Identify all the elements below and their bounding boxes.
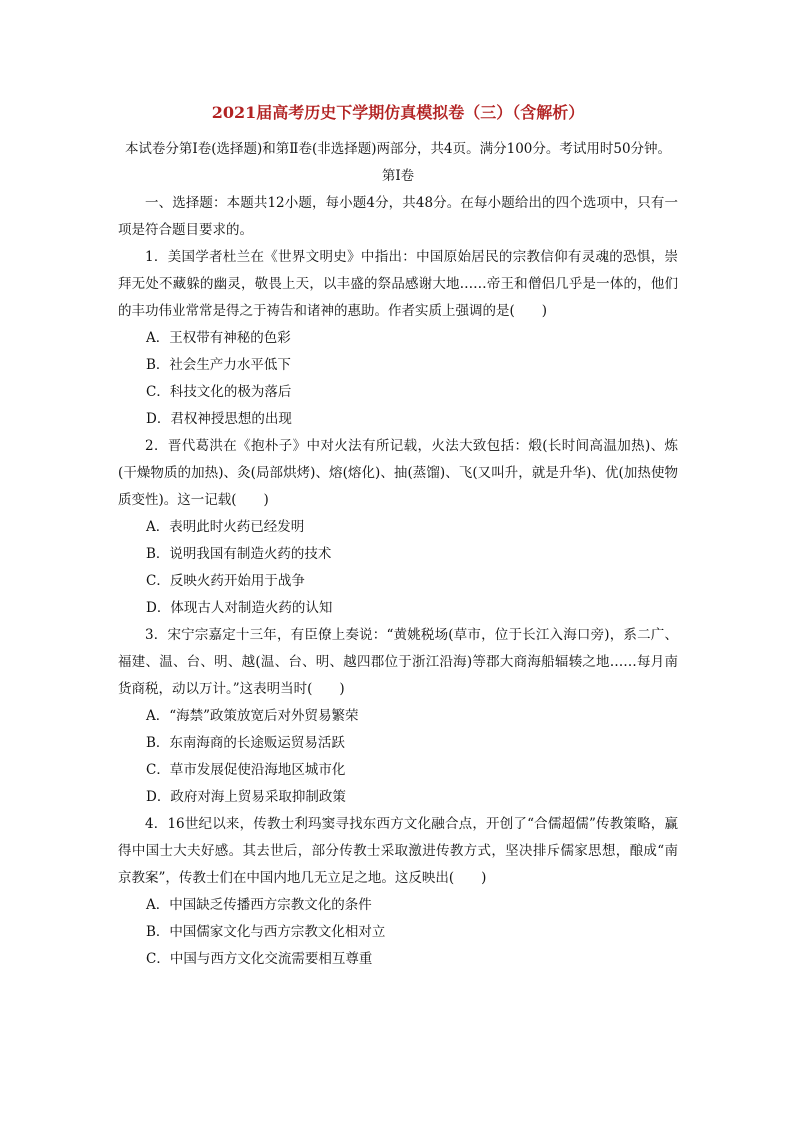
question-stem: 1．美国学者杜兰在《世界文明史》中指出：中国原始居民的宗教信仰有灵魂的恐惧，崇拜无处不藏躲的幽灵，敬畏上天，以丰盛的祭品感谢大地……帝王和僧侣几乎是一体的，他们的丰功伟业常常是得之于祷告和诸神的惠助。作者实质上强调的是( ) (118, 249, 678, 319)
option-b: B．中国儒家文化与西方宗教文化相对立 (146, 924, 386, 940)
question-stem: 4．16世纪以来，传教士利玛窦寻找东西方文化融合点，开创了“合儒超儒”传教策略，赢得中国士大夫好感。其去世后，部分传教士采取激进传教方式，坚决排斥儒家思想，酿成“南京教案”，传教士们在中国内地几无立足之地。这反映出( ) (118, 816, 678, 886)
option-a: A．王权带有神秘的色彩 (146, 330, 291, 346)
document-title: 2021届高考历史下学期仿真模拟卷（三）（含解析） (211, 103, 585, 122)
option-a: A．表明此时火药已经发明 (146, 519, 305, 535)
question-4 (118, 811, 678, 973)
option-a: A．“海禁”政策放宽后对外贸易繁荣 (146, 708, 359, 724)
section-heading: 第Ⅰ卷 (381, 168, 415, 184)
question-3 (118, 622, 678, 811)
option-b: B．东南海商的长途贩运贸易活跃 (146, 735, 345, 751)
option-c: C．中国与西方文化交流需要相互尊重 (146, 951, 373, 967)
option-d: D．体现古人对制造火药的认知 (146, 600, 333, 616)
option-d: D．君权神授思想的出现 (146, 411, 292, 427)
option-d: D．政府对海上贸易采取抑制政策 (146, 789, 346, 805)
question-stem: 3．宋宁宗嘉定十三年，有臣僚上奏说：“黄姚税场(草市，位于长江入海口旁)，系二广、福建、温、台、明、越(温、台、明、越四郡位于浙江沿海)等郡大商海船辐辏之地……每月南货商税，动以万计。”这表明当时( ) (118, 627, 678, 697)
question-stem: 2．晋代葛洪在《抱朴子》中对火法有所记载，火法大致包括：煅(长时间高温加热)、炼(干燥物质的加热)、灸(局部烘烤)、熔(熔化)、抽(蒸馏)、飞(又叫升，就是升华)、优(加热使物质变性)。这一记载( ) (118, 438, 678, 508)
exam-intro: 本试卷分第Ⅰ卷(选择题)和第Ⅱ卷(非选择题)两部分，共4页。满分100分。考试用时50分钟。 (124, 141, 672, 157)
option-c: C．科技文化的极为落后 (146, 384, 292, 400)
option-b: B．说明我国有制造火药的技术 (146, 546, 332, 562)
option-c: C．草市发展促使沿海地区城市化 (146, 762, 346, 778)
question-1 (118, 244, 678, 433)
option-c: C．反映火药开始用于战争 (146, 573, 305, 589)
instructions: 一、选择题：本题共12小题，每小题4分，共48分。在每小题给出的四个选项中，只有一项是符合题目要求的。 (118, 195, 678, 238)
question-2 (118, 433, 678, 622)
exam-page (118, 102, 678, 973)
option-b: B．社会生产力水平低下 (146, 357, 291, 373)
option-a: A．中国缺乏传播西方宗教文化的条件 (146, 897, 372, 913)
